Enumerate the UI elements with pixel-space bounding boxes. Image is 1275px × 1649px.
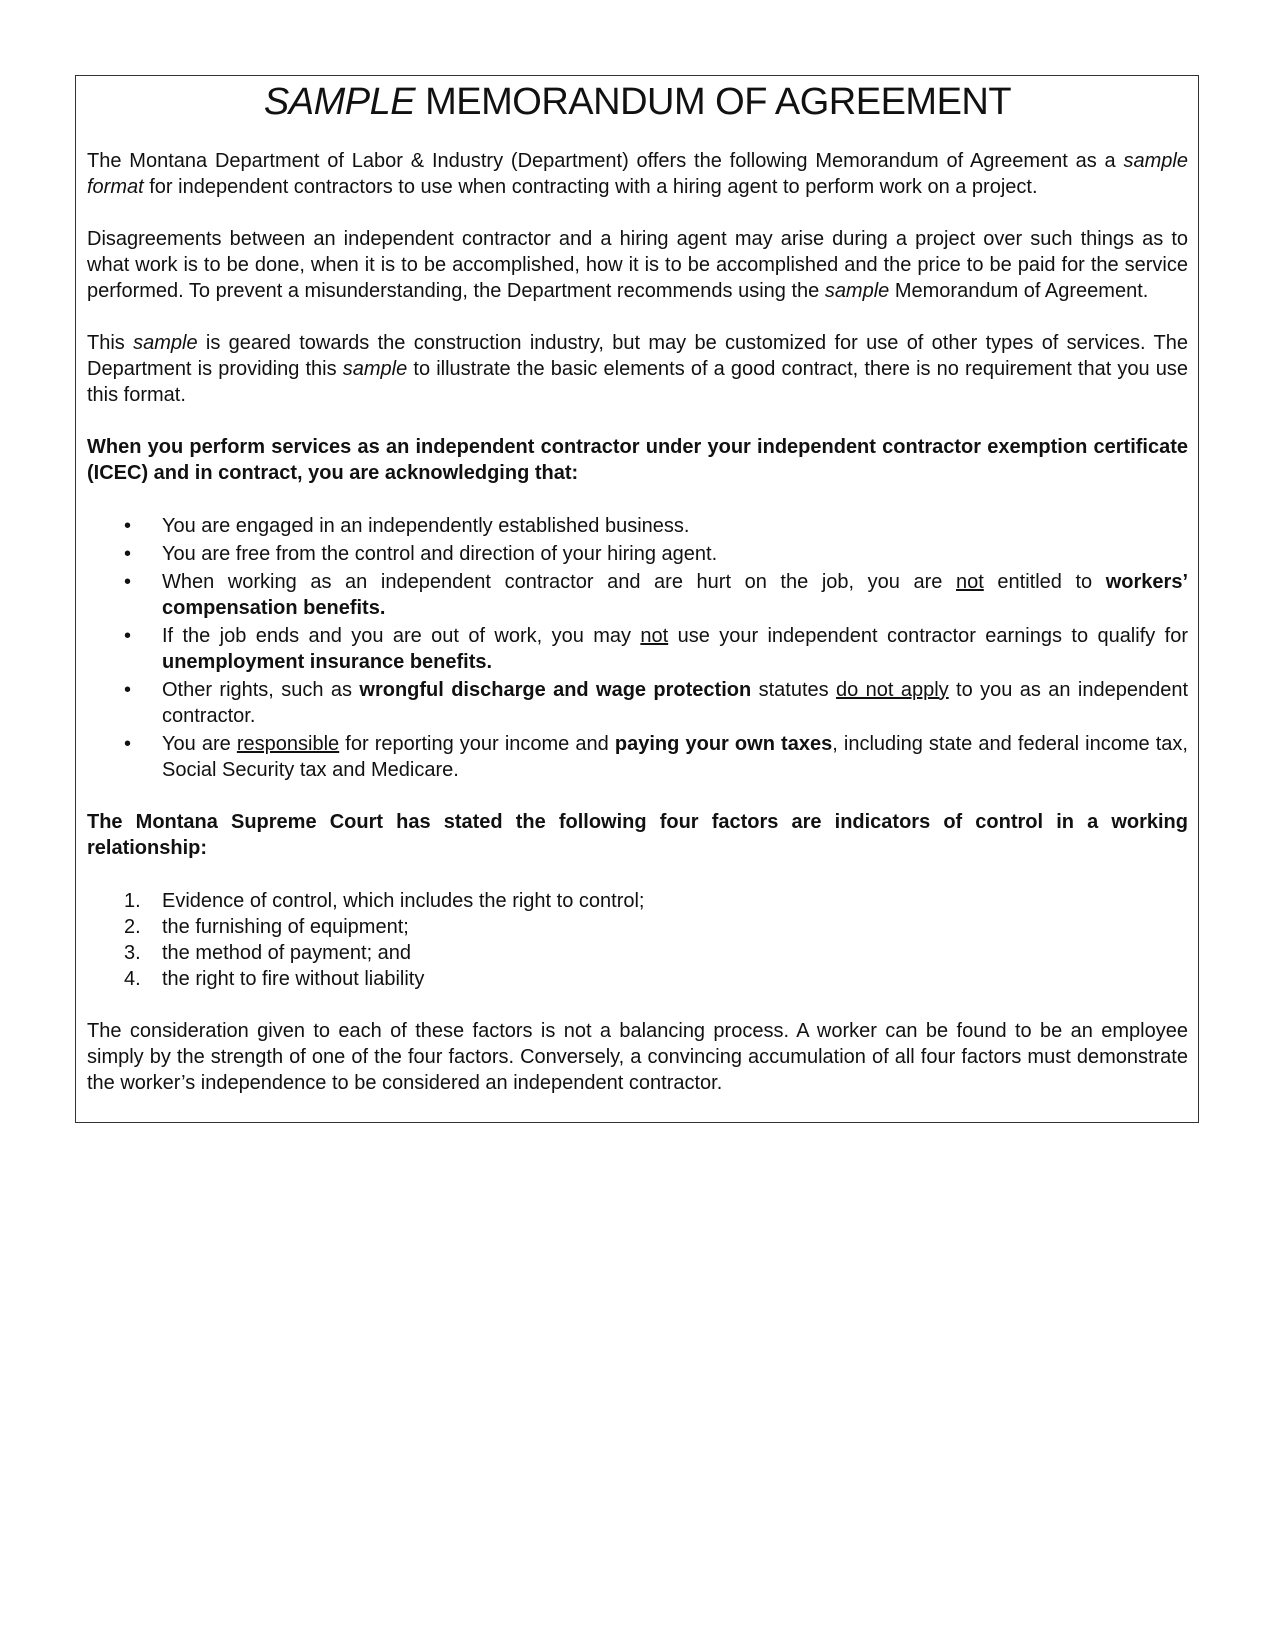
title-rest: MEMORANDUM OF AGREEMENT [415,81,1012,123]
disagreements-text-2: Memorandum of Agreement. [889,279,1149,302]
factor-text: Evidence of control, which includes the right to control; [162,889,645,912]
point-text: use your independent contractor earnings to qualify for [668,624,1188,647]
point-text: You are engaged in an independently established business. [162,514,690,537]
factor-number: 3. [124,941,141,964]
list-item [87,513,1188,539]
point-bold: workers’ compensation benefits. [162,570,1188,619]
point-underline: not [955,570,984,593]
disagreements-paragraph [87,226,1188,304]
geared-text-1: This [87,331,134,354]
factor-text: the method of payment; and [162,941,412,964]
point-bold: unemployment insurance benefits. [162,650,493,673]
point-text: If the job ends and you are out of work, you may [162,624,641,647]
geared-paragraph [87,330,1188,408]
memorandum-box [75,75,1199,1123]
list-item [87,677,1188,729]
list-item [87,623,1188,675]
bullet-icon: • [124,624,132,647]
point-bold: wrongful discharge and wage protection [359,678,752,701]
factor-number: 4. [124,967,141,990]
geared-text-3: to illustrate the basic elements of a good contract, there is no requirement that you use this format. [87,357,1189,406]
title-italic: SAMPLE [263,81,416,123]
point-text: entitled to [983,570,1106,593]
intro-text-1: The Montana Department of Labor & Industry (Department) offers the following Memorandum of Agreement as a [87,149,1124,172]
disagreements-text-1: Disagreements between an independent contractor and a hiring agent may arise during a project over such things as to what work is to be done, when it is to be accomplished, how it is to be accomplished and the price to be paid for the service performed. To prevent a misunderstanding, the Department recommends using the [87,227,1188,302]
bullet-icon: • [124,542,132,565]
disagreements-italic: sample [824,279,890,302]
geared-italic-2: sample [342,357,408,380]
point-text: When working as an independent contractor and are hurt on the job, you are [162,570,956,593]
list-item [87,940,1188,966]
factor-text: the right to fire without liability [162,967,425,990]
point-text: Other rights, such as [162,678,360,701]
list-item [87,541,1188,567]
point-text: statutes [751,678,837,701]
point-underline: responsible [236,732,340,755]
factor-number: 1. [124,889,141,912]
closing-paragraph: The consideration given to each of these factors is not a balancing process. A worker can be found to be an employee simply by the strength of one of the four factors. Conversely, a convincing accumulation of all four factors must demonstrate the worker’s independence to be considered an independent contractor. [87,1019,1188,1094]
point-underline: do not apply [836,678,949,701]
point-text: You are free from the control and direction of your hiring agent. [162,542,718,565]
list-item [87,731,1188,783]
bullet-icon: • [124,678,132,701]
page-title [87,80,1188,126]
point-text: to you as an independent contractor. [162,678,1189,727]
list-item [87,888,1188,914]
bullet-icon: • [124,732,132,755]
list-item [87,966,1188,992]
point-underline: not [640,624,669,647]
point-text: , including state and federal income tax, Social Security tax and Medicare. [162,732,1188,781]
factor-number: 2. [124,915,141,938]
point-text: for reporting your income and [339,732,615,755]
list-item [87,914,1188,940]
geared-text-2: is geared towards the construction industry, but may be customized for use of other types of services. The Department is providing this [87,331,1188,380]
geared-italic-1: sample [133,331,198,354]
factors-list [87,888,1188,992]
point-text: You are [162,732,237,755]
bullet-icon: • [124,514,132,537]
intro-paragraph [87,148,1188,200]
court-heading: The Montana Supreme Court has stated the following four factors are indicators of control in a working relationship: [87,810,1188,859]
acknowledge-heading: When you perform services as an independent contractor under your independent contractor exemption certificate (ICEC) and in contract, you are acknowledging that: [87,435,1188,484]
acknowledgement-list [87,513,1188,783]
intro-italic: sample format [87,149,1188,198]
list-item [87,569,1188,621]
intro-text-2: for independent contractors to use when contracting with a hiring agent to perform work on a project. [143,175,1038,198]
bullet-icon: • [124,570,132,593]
factor-text: the furnishing of equipment; [162,915,409,938]
point-bold: paying your own taxes [614,732,833,755]
